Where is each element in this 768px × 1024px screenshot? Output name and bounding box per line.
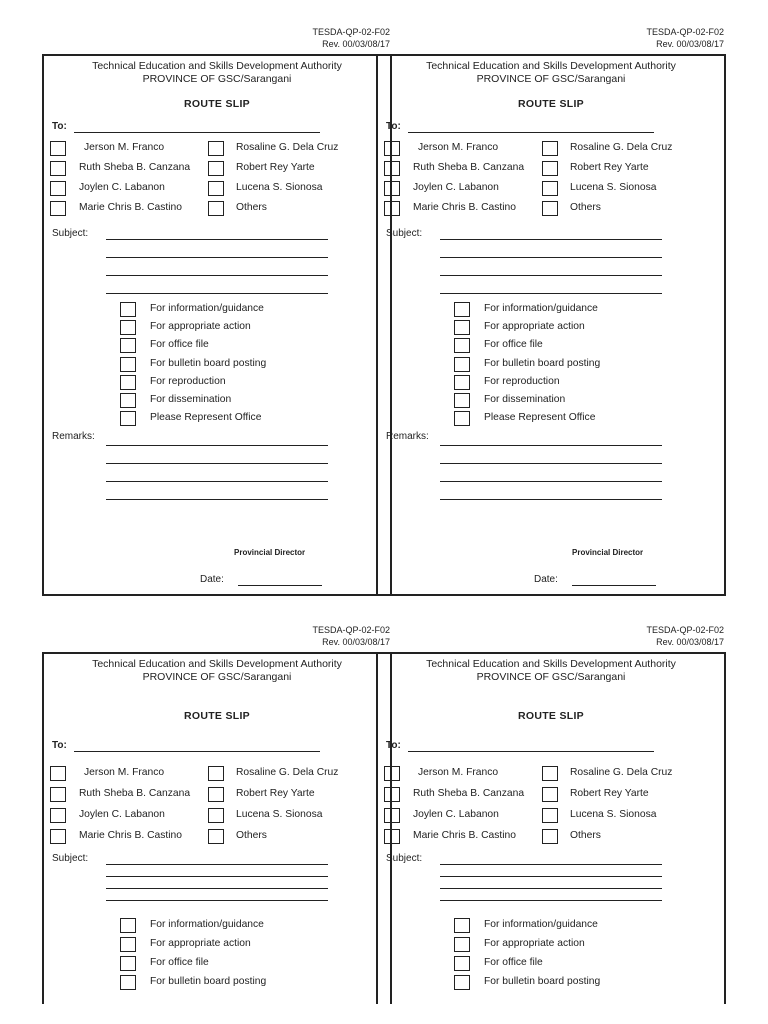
recipient-name: Others	[570, 830, 601, 841]
recipient-checkbox[interactable]	[50, 787, 66, 802]
recipient-checkbox[interactable]	[542, 808, 558, 823]
remarks-line[interactable]	[106, 499, 328, 500]
recipient-checkbox[interactable]	[50, 808, 66, 823]
action-checkbox[interactable]	[454, 411, 470, 426]
form-title: ROUTE SLIP	[517, 710, 584, 722]
recipient-checkbox[interactable]	[50, 161, 66, 176]
form-title: ROUTE SLIP	[183, 710, 250, 722]
recipient-checkbox[interactable]	[208, 181, 224, 196]
recipient-name: Ruth Sheba B. Canzana	[413, 788, 525, 799]
remarks-label: Remarks:	[386, 431, 429, 442]
action-checkbox[interactable]	[454, 338, 470, 353]
form-revision: Rev. 00/03/08/17	[656, 637, 724, 647]
form-code: TESDA-QP-02-F02	[646, 625, 724, 635]
recipient-checkbox[interactable]	[50, 201, 66, 216]
recipient-checkbox[interactable]	[542, 181, 558, 196]
recipient-name: Lucena S. Sionosa	[236, 182, 323, 193]
action-checkbox[interactable]	[454, 918, 470, 933]
remarks-line[interactable]	[106, 445, 328, 446]
action-checkbox[interactable]	[454, 375, 470, 390]
recipient-name: Rosaline G. Dela Cruz	[236, 767, 339, 778]
recipient-name: Lucena S. Sionosa	[236, 809, 323, 820]
date-label: Date:	[200, 574, 224, 585]
agency-name: Technical Education and Skills Development Authority	[426, 60, 676, 72]
recipient-checkbox[interactable]	[50, 766, 66, 781]
date-line[interactable]	[572, 585, 656, 586]
recipient-name: Rosaline G. Dela Cruz	[570, 142, 673, 153]
subject-line[interactable]	[440, 864, 662, 865]
recipient-checkbox[interactable]	[384, 829, 400, 844]
action-label: For office file	[484, 339, 543, 350]
action-checkbox[interactable]	[454, 975, 470, 990]
action-label: For office file	[150, 339, 209, 350]
subject-line[interactable]	[440, 239, 662, 240]
action-checkbox[interactable]	[120, 357, 136, 372]
action-checkbox[interactable]	[120, 393, 136, 408]
recipient-checkbox[interactable]	[384, 141, 400, 156]
to-line[interactable]	[74, 132, 320, 133]
recipient-name: Ruth Sheba B. Canzana	[413, 162, 525, 173]
action-checkbox[interactable]	[120, 338, 136, 353]
form-revision: Rev. 00/03/08/17	[322, 637, 390, 647]
action-checkbox[interactable]	[120, 375, 136, 390]
recipient-name: Jerson M. Franco	[418, 142, 499, 153]
recipient-name: Marie Chris B. Castino	[413, 830, 516, 841]
recipient-checkbox[interactable]	[542, 161, 558, 176]
recipient-checkbox[interactable]	[208, 766, 224, 781]
recipient-checkbox[interactable]	[542, 201, 558, 216]
action-label: For office file	[150, 957, 209, 968]
subject-line[interactable]	[440, 900, 662, 901]
recipient-name: Ruth Sheba B. Canzana	[79, 788, 191, 799]
recipient-name: Jerson M. Franco	[418, 767, 499, 778]
recipient-name: Marie Chris B. Castino	[413, 202, 516, 213]
signatory-label: Provincial Director	[572, 548, 644, 557]
agency-name: Technical Education and Skills Development Authority	[426, 658, 676, 670]
subject-line[interactable]	[106, 257, 328, 258]
signatory-label: Provincial Director	[234, 548, 306, 557]
date-line[interactable]	[238, 585, 322, 586]
subject-line[interactable]	[106, 888, 328, 889]
agency-name: Technical Education and Skills Development Authority	[92, 60, 342, 72]
subject-line[interactable]	[440, 293, 662, 294]
recipient-checkbox[interactable]	[384, 787, 400, 802]
recipient-name: Jerson M. Franco	[84, 142, 165, 153]
recipient-name: Robert Rey Yarte	[570, 788, 649, 799]
subject-label: Subject:	[386, 228, 423, 239]
subject-line[interactable]	[440, 888, 662, 889]
recipient-checkbox[interactable]	[384, 808, 400, 823]
action-checkbox[interactable]	[454, 320, 470, 335]
recipient-checkbox[interactable]	[208, 201, 224, 216]
recipient-name: Others	[236, 202, 267, 213]
to-line[interactable]	[408, 132, 654, 133]
recipient-name: Rosaline G. Dela Cruz	[236, 142, 339, 153]
action-label: For information/guidance	[150, 919, 264, 930]
action-checkbox[interactable]	[454, 302, 470, 317]
province-name: PROVINCE OF GSC/Sarangani	[142, 671, 292, 683]
form-frame	[376, 54, 726, 596]
route-slip-form	[42, 624, 390, 1024]
recipient-checkbox[interactable]	[384, 161, 400, 176]
action-label: For information/guidance	[484, 919, 598, 930]
action-label: For appropriate action	[484, 938, 585, 949]
action-label: For information/guidance	[484, 303, 598, 314]
province-name: PROVINCE OF GSC/Sarangani	[476, 73, 626, 85]
remarks-line[interactable]	[106, 481, 328, 482]
subject-line[interactable]	[106, 864, 328, 865]
date-field	[200, 574, 224, 585]
recipient-name: Joylen C. Labanon	[79, 809, 165, 820]
form-revision: Rev. 00/03/08/17	[656, 39, 724, 49]
recipient-name: Robert Rey Yarte	[236, 162, 315, 173]
agency-header	[378, 60, 724, 86]
recipient-name: Others	[236, 830, 267, 841]
remarks-label: Remarks:	[52, 431, 95, 442]
action-checkbox[interactable]	[454, 956, 470, 971]
to-field	[386, 740, 401, 751]
subject-label: Subject:	[52, 228, 89, 239]
action-checkbox[interactable]	[120, 918, 136, 933]
recipient-checkbox[interactable]	[208, 141, 224, 156]
to-label: To:	[386, 740, 401, 751]
recipient-checkbox[interactable]	[208, 829, 224, 844]
route-slip-form	[42, 26, 390, 596]
remarks-line[interactable]	[440, 481, 662, 482]
recipient-checkbox[interactable]	[542, 141, 558, 156]
to-label: To:	[52, 740, 67, 751]
subject-line[interactable]	[106, 900, 328, 901]
action-label: For reproduction	[484, 376, 560, 387]
subject-label: Subject:	[386, 853, 423, 864]
recipient-checkbox[interactable]	[208, 787, 224, 802]
agency-header	[378, 658, 724, 684]
subject-line[interactable]	[440, 257, 662, 258]
to-label: To:	[386, 121, 401, 132]
route-slip-form	[376, 26, 724, 596]
action-label: For appropriate action	[150, 938, 251, 949]
action-label: For appropriate action	[484, 321, 585, 332]
recipient-name: Joylen C. Labanon	[413, 809, 499, 820]
action-checkbox[interactable]	[454, 937, 470, 952]
recipient-checkbox[interactable]	[208, 161, 224, 176]
action-label: For reproduction	[150, 376, 226, 387]
date-label: Date:	[534, 574, 558, 585]
action-label: For appropriate action	[150, 321, 251, 332]
remarks-line[interactable]	[440, 445, 662, 446]
recipient-name: Joylen C. Labanon	[413, 182, 499, 193]
agency-header	[44, 60, 390, 86]
agency-name: Technical Education and Skills Development Authority	[92, 658, 342, 670]
action-label: For bulletin board posting	[150, 358, 267, 369]
to-field	[386, 121, 401, 132]
recipient-name: Marie Chris B. Castino	[79, 202, 182, 213]
recipient-checkbox[interactable]	[50, 141, 66, 156]
remarks-line[interactable]	[440, 499, 662, 500]
recipient-checkbox[interactable]	[542, 766, 558, 781]
agency-header	[44, 658, 390, 684]
form-frame	[42, 652, 392, 1004]
subject-line[interactable]	[106, 293, 328, 294]
recipient-name: Robert Rey Yarte	[236, 788, 315, 799]
action-label: For office file	[484, 957, 543, 968]
recipient-checkbox[interactable]	[208, 808, 224, 823]
action-label: For dissemination	[150, 394, 232, 405]
action-checkbox[interactable]	[120, 975, 136, 990]
form-code: TESDA-QP-02-F02	[646, 27, 724, 37]
form-title: ROUTE SLIP	[183, 98, 250, 110]
subject-line[interactable]	[440, 876, 662, 877]
recipient-checkbox[interactable]	[542, 787, 558, 802]
remarks-line[interactable]	[440, 463, 662, 464]
recipient-name: Lucena S. Sionosa	[570, 809, 657, 820]
recipient-name: Joylen C. Labanon	[79, 182, 165, 193]
action-label: Please Represent Office	[484, 412, 596, 423]
subject-line[interactable]	[106, 275, 328, 276]
action-label: For bulletin board posting	[484, 976, 601, 987]
form-code: TESDA-QP-02-F02	[312, 625, 390, 635]
action-label: For bulletin board posting	[484, 358, 601, 369]
recipient-checkbox[interactable]	[384, 766, 400, 781]
to-line[interactable]	[74, 751, 320, 752]
form-revision: Rev. 00/03/08/17	[322, 39, 390, 49]
recipient-checkbox[interactable]	[50, 181, 66, 196]
action-checkbox[interactable]	[120, 937, 136, 952]
recipient-checkbox[interactable]	[542, 829, 558, 844]
recipient-name: Robert Rey Yarte	[570, 162, 649, 173]
recipient-checkbox[interactable]	[384, 201, 400, 216]
recipient-name: Ruth Sheba B. Canzana	[79, 162, 191, 173]
form-title: ROUTE SLIP	[517, 98, 584, 110]
remarks-line[interactable]	[106, 463, 328, 464]
date-field	[534, 574, 558, 585]
route-slip-form	[376, 624, 724, 1024]
action-label: For dissemination	[484, 394, 566, 405]
action-label: For bulletin board posting	[150, 976, 267, 987]
recipient-name: Jerson M. Franco	[84, 767, 165, 778]
recipient-name: Lucena S. Sionosa	[570, 182, 657, 193]
to-line[interactable]	[408, 751, 654, 752]
province-name: PROVINCE OF GSC/Sarangani	[142, 73, 292, 85]
recipient-name: Rosaline G. Dela Cruz	[570, 767, 673, 778]
subject-line[interactable]	[106, 239, 328, 240]
action-checkbox[interactable]	[120, 956, 136, 971]
form-frame	[376, 652, 726, 1004]
to-label: To:	[52, 121, 67, 132]
action-checkbox[interactable]	[120, 411, 136, 426]
subject-label: Subject:	[52, 853, 89, 864]
recipient-checkbox[interactable]	[50, 829, 66, 844]
to-field	[52, 121, 67, 132]
to-field	[52, 740, 67, 751]
form-frame	[42, 54, 392, 596]
action-checkbox[interactable]	[120, 302, 136, 317]
recipient-name: Others	[570, 202, 601, 213]
action-checkbox[interactable]	[120, 320, 136, 335]
subject-line[interactable]	[106, 876, 328, 877]
form-code: TESDA-QP-02-F02	[312, 27, 390, 37]
subject-line[interactable]	[440, 275, 662, 276]
recipient-checkbox[interactable]	[384, 181, 400, 196]
action-checkbox[interactable]	[454, 393, 470, 408]
province-name: PROVINCE OF GSC/Sarangani	[476, 671, 626, 683]
action-checkbox[interactable]	[454, 357, 470, 372]
action-label: Please Represent Office	[150, 412, 262, 423]
action-label: For information/guidance	[150, 303, 264, 314]
recipient-name: Marie Chris B. Castino	[79, 830, 182, 841]
